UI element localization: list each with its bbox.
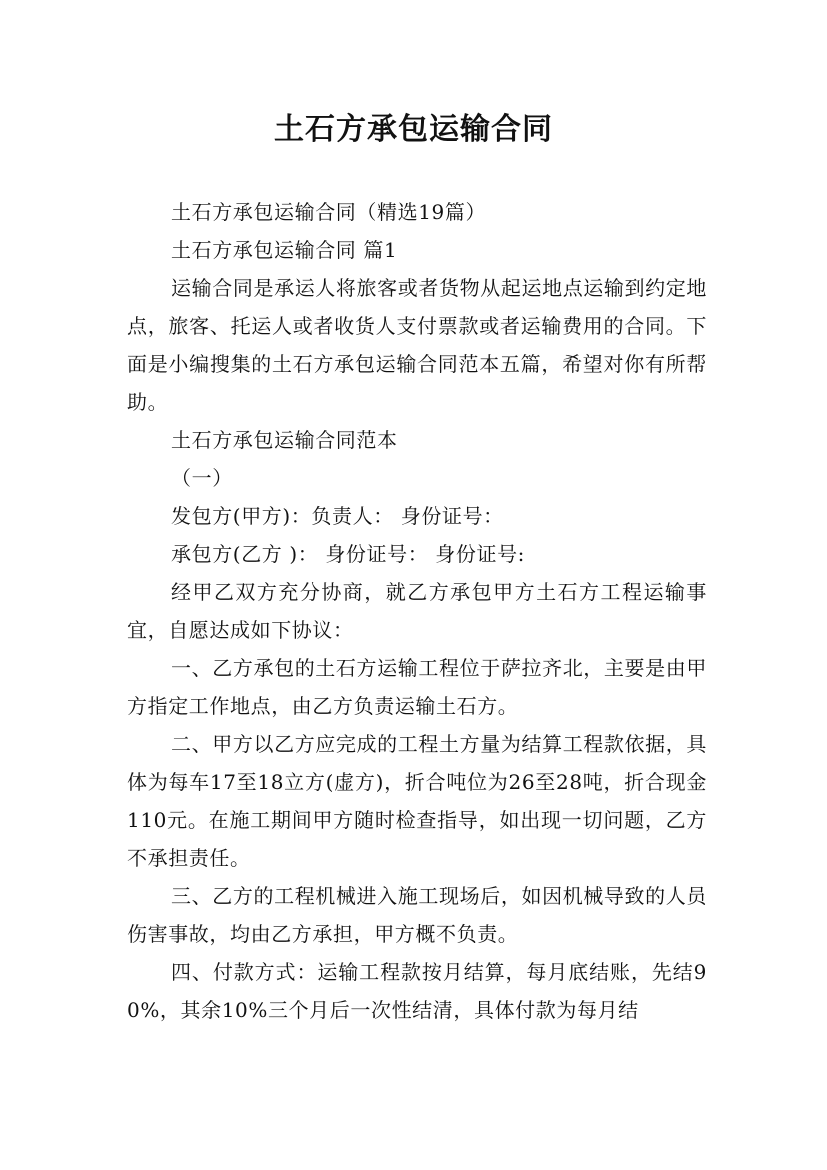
agreement-paragraph: 经甲乙双方充分协商，就乙方承包甲方土石方工程运输事宜，自愿达成如下协议： (127, 580, 707, 642)
section-heading: 土石方承包运输合同 篇1 (171, 238, 398, 262)
subtitle-paragraph: 土石方承包运输合同（精选19篇） (171, 200, 487, 224)
part-number: （一） (171, 466, 233, 490)
template-heading: 土石方承包运输合同范本 (171, 428, 398, 452)
document-title: 土石方承包运输合同 (274, 112, 553, 147)
clause-1: 一、乙方承包的土石方运输工程位于萨拉齐北，主要是由甲方指定工作地点，由乙方负责运输土石方。 (127, 656, 707, 718)
document-body (127, 193, 707, 1029)
clause-3: 三、乙方的工程机械进入施工现场后，如因机械导致的人员伤害事故，均由乙方承担，甲方概不负责。 (127, 884, 707, 946)
party-a-line: 发包方(甲方)：负责人： 身份证号： (171, 504, 504, 528)
party-b-line: 承包方(乙方 )： 身份证号： 身份证号: (171, 542, 526, 566)
clause-2: 二、甲方以乙方应完成的工程土方量为结算工程款依据，具体为每车17至18立方(虚方)，折合吨位为26至28吨，折合现金110元。在施工期间甲方随时检查指导，如出现一切问题，乙方不承担责任。 (127, 732, 707, 870)
intro-paragraph: 运输合同是承运人将旅客或者货物从起运地点运输到约定地点，旅客、托运人或者收货人支付票款或者运输费用的合同。下面是小编搜集的土石方承包运输合同范本五篇，希望对你有所帮助。 (127, 276, 707, 414)
clause-4: 四、付款方式：运输工程款按月结算，每月底结账，先结90%，其余10%三个月后一次性结清，具体付款为每月结 (127, 960, 707, 1022)
